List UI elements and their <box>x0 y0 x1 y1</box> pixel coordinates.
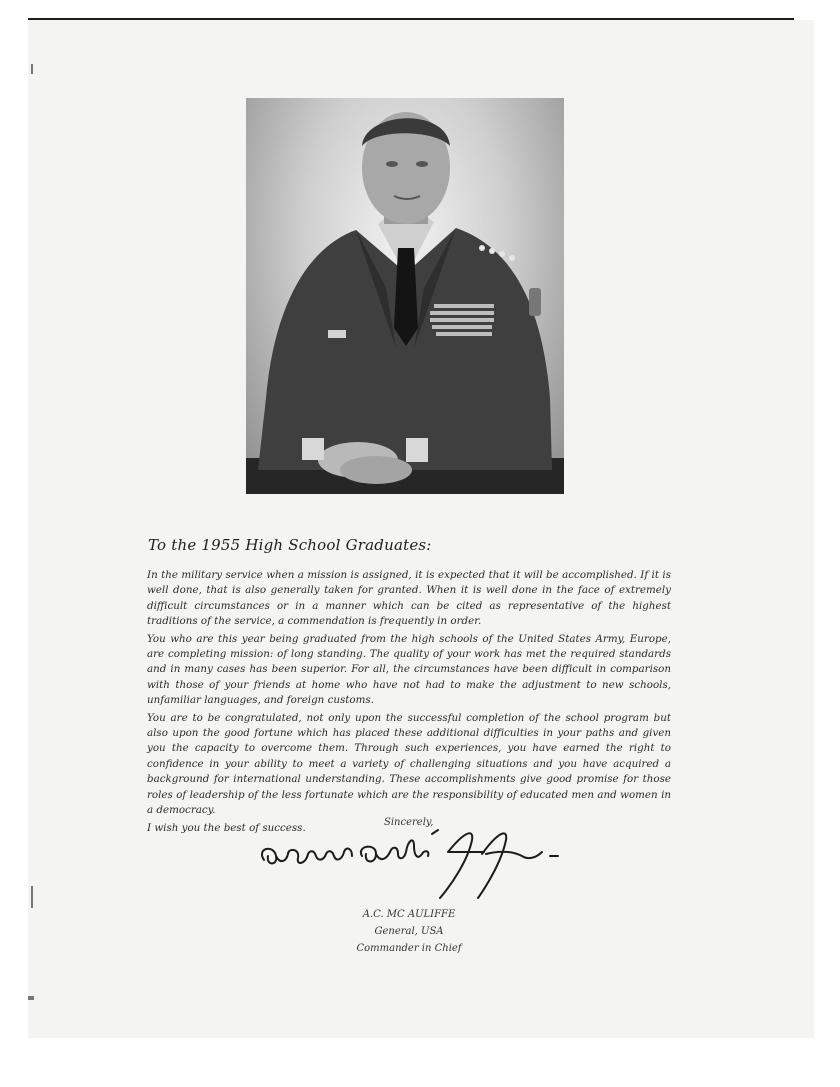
letter-paragraph: You who are this year being graduated from the high schools of the United States Army, Europe, are completing mission: of long standing. The quality of your work has met the required standards and in many cases has been superior. For all, the circumstances have been difficult in comparison with those of your friends at home who have not had to make the adjustment to new schools, unfamiliar languages, and foreign customs. <box>147 632 671 707</box>
portrait-illustration <box>246 98 564 494</box>
letter-paragraph: I wish you the best of success. <box>147 821 306 834</box>
scan-speck <box>31 886 33 908</box>
portrait-photo <box>246 98 564 494</box>
signatory-name: A.C. MC AULIFFE <box>362 909 456 920</box>
letter-paragraph: In the military service when a mission is assigned, it is expected that it will be accomplished. If it is well done, that is also generally taken for granted. When it is well done in the face of extremely difficult circumstances or in a manner which can be cited as representative of the highest traditions of the service, a commendation is frequently in order. <box>147 569 671 628</box>
letter-body <box>147 568 671 838</box>
scan-speck <box>28 996 34 1000</box>
closing-salutation: Sincerely, <box>384 817 434 828</box>
scan-speck <box>31 64 33 74</box>
signatory-title: Commander in Chief <box>356 943 462 954</box>
letter-paragraph: You are to be congratulated, not only upon the successful completion of the school program but also upon the good fortune which has placed these additional difficulties in your paths and given you the capacity to overcome them. Through such experiences, you have earned the right to confidence in your ability to meet a variety of challenging situations and you have acquired a background for international understanding. These accomplishments give good promise for those roles of leadership of the less fortunate which are the responsibility of educated men and women in a democracy. <box>147 711 671 817</box>
letter-heading: To the 1955 High School Graduates: <box>148 536 432 554</box>
handwritten-signature <box>252 826 582 902</box>
signature-block <box>324 906 494 957</box>
signatory-rank: General, USA <box>374 926 444 937</box>
